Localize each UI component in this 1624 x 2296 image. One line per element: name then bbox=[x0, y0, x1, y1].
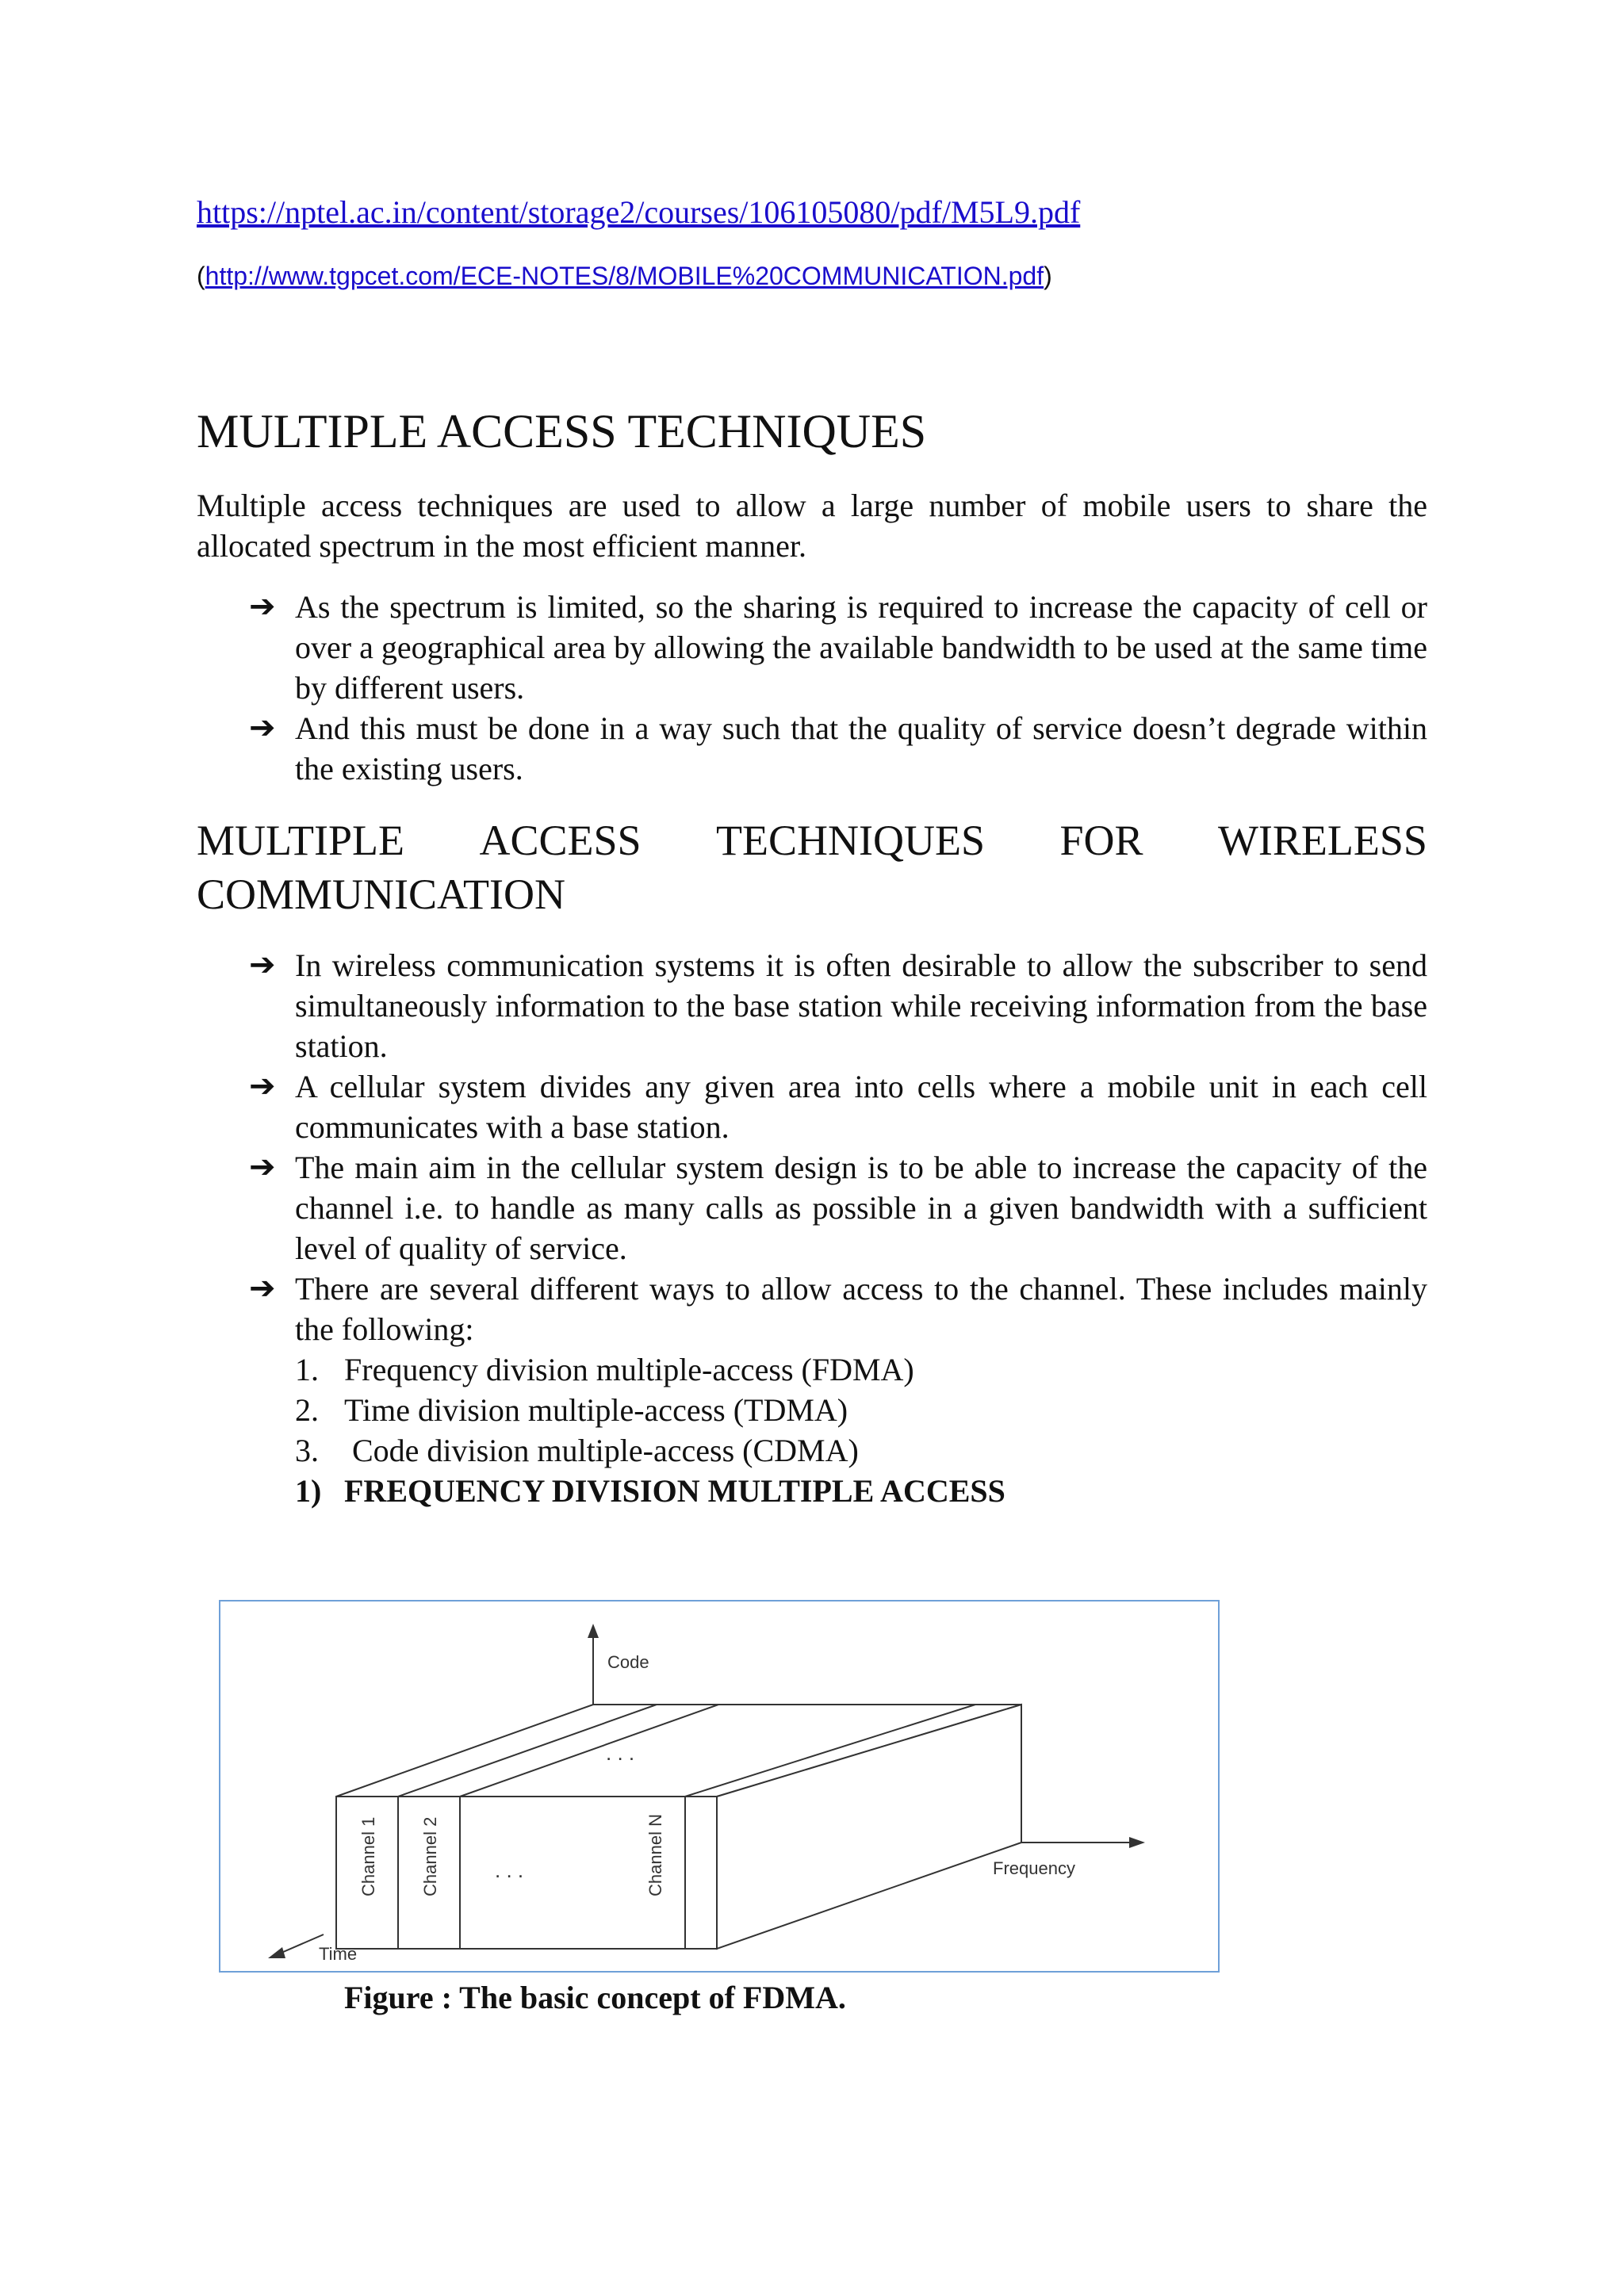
figure-caption: Figure : The basic concept of FDMA. bbox=[344, 1980, 846, 2015]
heading-word: TECHNIQUES bbox=[716, 817, 985, 864]
fdma-subheading bbox=[295, 1471, 1427, 1511]
axis-label-frequency: Frequency bbox=[993, 1858, 1075, 1878]
item-text: Frequency division multiple-access (FDMA) bbox=[344, 1352, 914, 1387]
section2-heading-line1 bbox=[197, 813, 1427, 867]
heading-word: FOR bbox=[1059, 817, 1143, 864]
bullet-text: There are several different ways to allow access to the channel. These includes mainly the following: bbox=[295, 1271, 1427, 1347]
list-item bbox=[197, 1269, 1427, 1511]
section1-intro: Multiple access techniques are used to allow a large number of mobile users to share the allocated spectrum in the most efficient manner. bbox=[197, 488, 1427, 564]
item-text: Time division multiple-access (TDMA) bbox=[344, 1392, 848, 1428]
code-axis-arrow-icon bbox=[588, 1624, 599, 1638]
list-item bbox=[197, 708, 1427, 789]
item-number: 3. bbox=[295, 1433, 319, 1468]
list-item bbox=[197, 1147, 1427, 1269]
open-paren: ( bbox=[197, 262, 205, 290]
list-item bbox=[197, 587, 1427, 708]
item-text: FREQUENCY DIVISION MULTIPLE ACCESS bbox=[344, 1473, 1005, 1509]
section2-heading-line2: COMMUNICATION bbox=[197, 871, 566, 918]
fdma-figure bbox=[219, 1600, 1220, 1973]
numbered-item bbox=[295, 1390, 1427, 1430]
section1-heading: MULTIPLE ACCESS TECHNIQUES bbox=[197, 405, 927, 457]
channel-1-label: Channel 1 bbox=[358, 1816, 378, 1896]
section2-bullets bbox=[197, 945, 1427, 1511]
bullet-text: A cellular system divides any given area into cells where a mobile unit in each cell communicates with a base station. bbox=[295, 1069, 1427, 1145]
access-methods-list bbox=[295, 1349, 1427, 1511]
fdma-diagram bbox=[220, 1601, 1221, 1974]
numbered-item bbox=[295, 1349, 1427, 1390]
frequency-axis-arrow-icon bbox=[1129, 1837, 1145, 1848]
section1-bullets bbox=[197, 587, 1427, 789]
bullet-text: In wireless communication systems it is often desirable to allow the subscriber to send simultaneously information to the base station while receiving information from the base station. bbox=[295, 947, 1427, 1064]
time-axis-arrow-icon bbox=[268, 1947, 285, 1958]
axis-label-time: Time bbox=[319, 1944, 358, 1964]
arrow-bullet-icon: ➔ bbox=[249, 1270, 276, 1307]
heading-word: WIRELESS bbox=[1217, 817, 1427, 864]
arrow-bullet-icon: ➔ bbox=[249, 1149, 276, 1185]
item-number: 1) bbox=[295, 1473, 322, 1509]
dots-mid: . . . bbox=[495, 1858, 524, 1882]
numbered-item bbox=[295, 1430, 1427, 1471]
tgpcet-link-line bbox=[197, 262, 1052, 291]
arrow-bullet-icon: ➔ bbox=[249, 588, 276, 625]
arrow-bullet-icon: ➔ bbox=[249, 1068, 276, 1104]
bullet-text: The main aim in the cellular system design is to be able to increase the capacity of the channel i.e. to handle as many calls as possible in a given bandwidth with a sufficient level of quality of service. bbox=[295, 1150, 1427, 1266]
dots-top: . . . bbox=[606, 1741, 635, 1765]
axis-label-code: Code bbox=[607, 1652, 649, 1672]
bullet-text: And this must be done in a way such that the quality of service doesn’t degrade within the existing users. bbox=[295, 710, 1427, 786]
nptel-link[interactable]: https://nptel.ac.in/content/storage2/courses/106105080/pdf/M5L9.pdf bbox=[197, 194, 1081, 230]
close-paren: ) bbox=[1044, 262, 1052, 290]
tgpcet-link[interactable]: http://www.tgpcet.com/ECE-NOTES/8/MOBILE%20COMMUNICATION.pdf bbox=[205, 262, 1044, 290]
channel-n-label: Channel N bbox=[645, 1814, 665, 1896]
item-number: 2. bbox=[295, 1392, 319, 1428]
heading-word: MULTIPLE bbox=[197, 817, 405, 864]
item-text: Code division multiple-access (CDMA) bbox=[344, 1433, 859, 1468]
arrow-bullet-icon: ➔ bbox=[249, 947, 276, 983]
list-item bbox=[197, 1066, 1427, 1147]
bullet-text: As the spectrum is limited, so the sharing is required to increase the capacity of cell or over a geographical area by allowing the available bandwidth to be used at the same time by different users. bbox=[295, 589, 1427, 706]
section2-heading bbox=[197, 813, 1427, 921]
arrow-bullet-icon: ➔ bbox=[249, 710, 276, 746]
list-item bbox=[197, 945, 1427, 1066]
channel-2-label: Channel 2 bbox=[420, 1816, 440, 1896]
heading-word: ACCESS bbox=[479, 817, 642, 864]
item-number: 1. bbox=[295, 1352, 319, 1387]
